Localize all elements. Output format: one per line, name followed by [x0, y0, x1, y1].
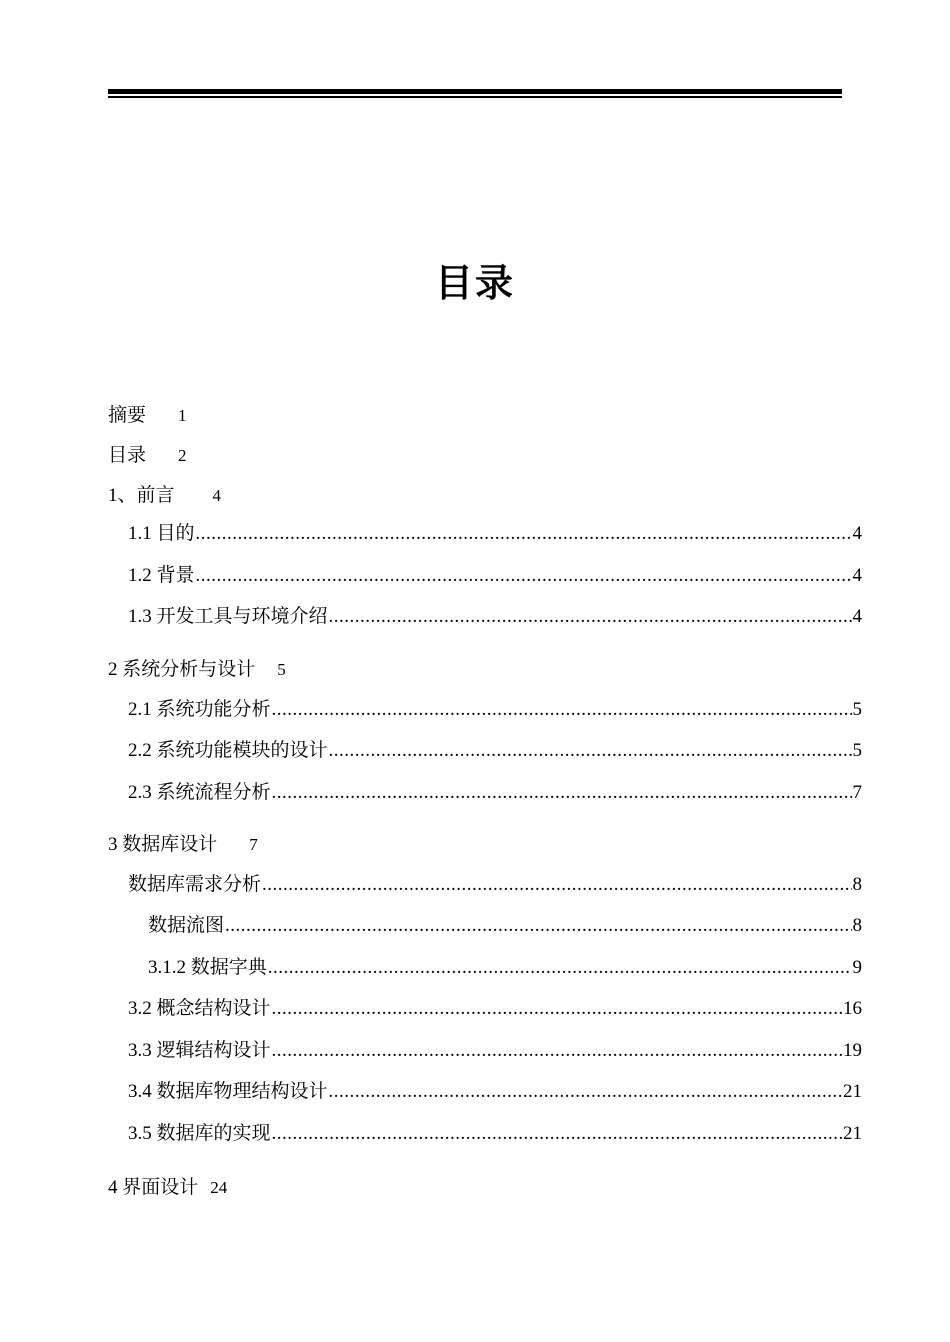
toc-page: 21	[843, 1123, 862, 1144]
toc-entry[interactable]	[148, 914, 862, 938]
toc-page: 8	[852, 874, 862, 895]
toc-chapter-3[interactable]	[108, 833, 258, 857]
toc-label: 2.3 系统流程分析	[128, 782, 271, 803]
toc-page: 5	[852, 740, 862, 761]
toc-entry[interactable]	[128, 605, 862, 629]
toc-page: 7	[852, 782, 862, 803]
toc-leader	[272, 1122, 842, 1146]
toc-label: 3.3 逻辑结构设计	[128, 1040, 271, 1061]
toc-page: 4	[212, 486, 222, 505]
toc-entry[interactable]	[128, 1039, 862, 1063]
toc-label: 3.2 概念结构设计	[128, 998, 271, 1019]
toc-leader	[272, 698, 852, 722]
toc-leader	[196, 564, 852, 588]
toc-leader	[268, 956, 852, 980]
toc-label: 数据库需求分析	[128, 874, 262, 895]
toc-entry[interactable]	[148, 956, 862, 980]
toc-page: 24	[210, 1178, 228, 1197]
header-rule-thick	[108, 89, 842, 94]
toc-page: 4	[852, 565, 862, 586]
toc-leader	[262, 873, 851, 897]
toc-label: 3.4 数据库物理结构设计	[128, 1081, 328, 1102]
toc-page: 4	[852, 523, 862, 544]
toc-label: 摘要	[108, 405, 147, 426]
toc-leader	[225, 914, 851, 938]
toc-entry[interactable]	[128, 1080, 862, 1104]
toc-label: 3.1.2 数据字典	[148, 957, 267, 978]
toc-label: 1.2 背景	[128, 565, 195, 586]
toc-leader	[196, 522, 852, 546]
toc-label: 目录	[108, 445, 147, 466]
toc-page: 7	[249, 835, 258, 854]
toc-entry[interactable]	[128, 1122, 862, 1146]
toc-leader	[272, 997, 842, 1021]
toc-entry[interactable]	[128, 997, 862, 1021]
toc-label: 2.1 系统功能分析	[128, 699, 271, 720]
toc-entry[interactable]	[128, 739, 862, 763]
toc-leader	[329, 605, 852, 629]
toc-entry-contents[interactable]	[108, 444, 187, 468]
toc-entry[interactable]	[128, 698, 862, 722]
toc-entry-abstract[interactable]	[108, 404, 187, 428]
toc-page: 9	[852, 957, 862, 978]
toc-page: 5	[277, 660, 286, 679]
toc-label: 2.2 系统功能模块的设计	[128, 740, 328, 761]
toc-chapter-4[interactable]	[108, 1176, 227, 1200]
toc-page: 16	[843, 998, 862, 1019]
toc-page: 1	[178, 406, 187, 425]
toc-label: 4 界面设计	[108, 1177, 199, 1198]
toc-chapter-1[interactable]	[108, 484, 221, 508]
toc-chapter-2[interactable]	[108, 658, 286, 682]
toc-entry[interactable]	[128, 564, 862, 588]
toc-leader	[329, 739, 852, 763]
toc-label: 3 数据库设计	[108, 834, 218, 855]
toc-page: 2	[178, 446, 187, 465]
page-title: 目录	[434, 261, 515, 305]
header-rule-thin	[108, 96, 842, 98]
toc-entry[interactable]	[128, 873, 862, 897]
toc-label: 3.5 数据库的实现	[128, 1123, 271, 1144]
toc-entry[interactable]	[128, 522, 862, 546]
toc-page: 8	[852, 915, 862, 936]
toc-leader	[329, 1080, 842, 1104]
toc-label: 1.1 目的	[128, 523, 195, 544]
toc-entry[interactable]	[128, 781, 862, 805]
toc-page: 5	[852, 699, 862, 720]
toc-page: 4	[852, 606, 862, 627]
toc-page: 19	[843, 1040, 862, 1061]
toc-leader	[272, 1039, 842, 1063]
toc-page: 21	[843, 1081, 862, 1102]
toc-label: 数据流图	[148, 915, 225, 936]
toc-label: 1.3 开发工具与环境介绍	[128, 606, 328, 627]
toc-leader	[272, 781, 852, 805]
toc-label: 2 系统分析与设计	[108, 659, 256, 680]
toc-label: 1、前言	[108, 485, 175, 506]
